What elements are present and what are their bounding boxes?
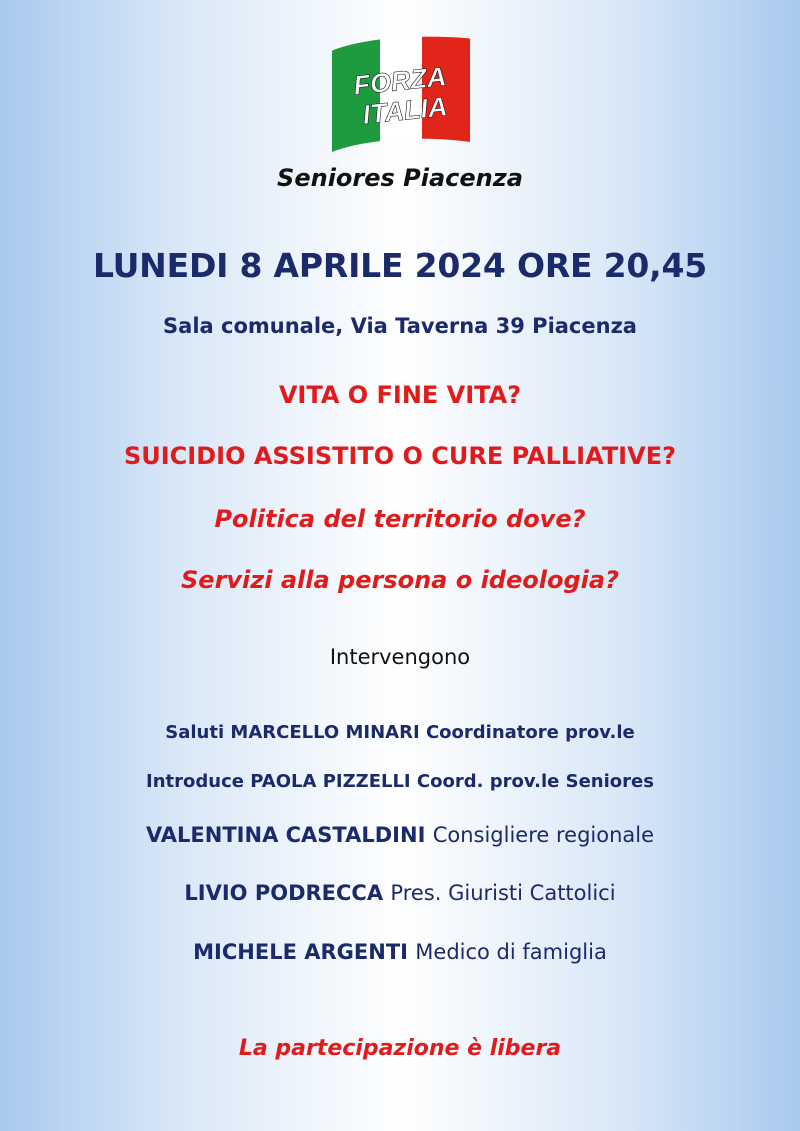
event-venue: Sala comunale, Via Taverna 39 Piacenza (163, 314, 637, 338)
question-2: SUICIDIO ASSISTITO O CURE PALLIATIVE? (123, 442, 677, 470)
speaker-4 (0, 883, 800, 904)
speaker-4-name: LIVIO PODRECCA (184, 881, 384, 905)
speaker-1-name: MARCELLO MINARI (230, 722, 420, 743)
event-date-time: LUNEDI 8 APRILE 2024 ORE 20,45 (92, 246, 708, 285)
question-3: Politica del territorio dove? (214, 505, 586, 533)
speaker-1-role: Saluti (165, 722, 225, 743)
logo-text-forza: FORZA (352, 61, 448, 101)
speaker-3 (0, 825, 800, 846)
speaker-5 (0, 942, 800, 963)
speaker-5-title: Medico di famiglia (415, 940, 607, 964)
speaker-4-title: Pres. Giuristi Cattolici (390, 881, 616, 905)
speakers-heading: Intervengono (329, 645, 471, 669)
speaker-2 (0, 773, 800, 791)
speaker-3-name: VALENTINA CASTALDINI (145, 823, 426, 847)
speaker-1 (0, 724, 800, 742)
speaker-2-title: Coord. prov.le Seniores (416, 771, 654, 792)
speaker-2-role: Introduce (146, 771, 244, 792)
speaker-3-title: Consigliere regionale (432, 823, 655, 847)
footer-note: La partecipazione è libera (238, 1036, 562, 1061)
question-4: Servizi alla persona o ideologia? (181, 566, 619, 594)
forza-italia-logo (328, 32, 474, 154)
logo-text-italia: ITALIA (361, 91, 449, 131)
question-1: VITA O FINE VITA? (278, 381, 522, 409)
speaker-2-name: PAOLA PIZZELLI (250, 771, 411, 792)
speaker-5-name: MICHELE ARGENTI (193, 940, 408, 964)
subtitle: Seniores Piacenza (277, 164, 523, 192)
speaker-1-title: Coordinatore prov.le (425, 722, 635, 743)
